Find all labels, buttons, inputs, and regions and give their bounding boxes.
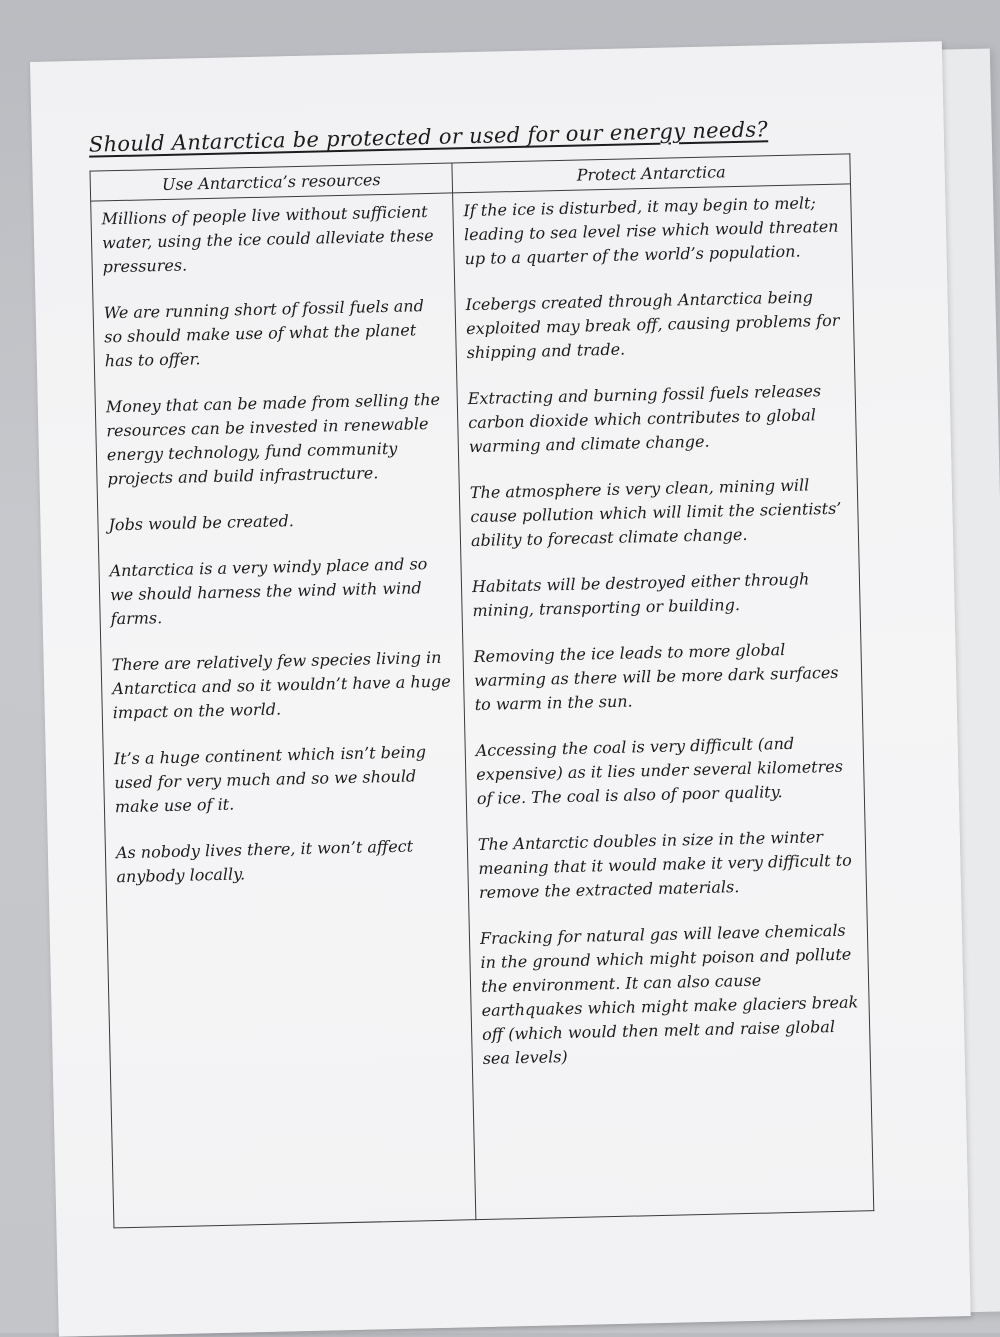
use-point: Money that can be made from selling the resources can be invested in renewable energy technology, fund community projects and build infrastructure. [105, 389, 441, 489]
paper-sheet [30, 41, 971, 1336]
protect-point: Icebergs created through Antarctica being exploited may break off, causing problems for shipping and trade. [465, 287, 840, 363]
protect-point: Accessing the coal is very difficult (and expensive) as it lies under several kilometres of ice. The coal is also of poor quality. [475, 733, 844, 809]
protect-point: Extracting and burning fossil fuels releases carbon dioxide which contributes to global warming and climate change. [467, 381, 822, 457]
comparison-table [89, 153, 874, 1228]
protect-point: Habitats will be destroyed either through mining, transporting or building. [471, 569, 810, 621]
use-point: We are running short of fossil fuels and so should make use of what the planet has to offer. [103, 296, 425, 371]
column-header-use: Use Antarctica’s resources [90, 163, 453, 201]
protect-column [453, 184, 874, 1220]
protect-point: The Antarctic doubles in size in the winter meaning that it would make it very difficult to remove the extracted materials. [477, 827, 852, 903]
use-point: As nobody lives there, it won’t affect anybody locally. [115, 836, 414, 887]
table-row [91, 184, 874, 1228]
use-column [91, 193, 476, 1228]
protect-point: The atmosphere is very clean, mining will cause pollution which will limit the scientists’ ability to forecast climate change. [469, 475, 842, 551]
protect-point: Removing the ice leads to more global warming as there will be more dark surfaces to warm in the sun. [473, 640, 839, 715]
use-point: Jobs would be created. [108, 511, 295, 535]
document-title: Should Antarctica be protected or used for our energy needs? [88, 117, 769, 157]
document-content [89, 115, 874, 1228]
protect-point: If the ice is disturbed, it may begin to melt; leading to sea level rise which would threaten up to a quarter of the world’s population. [463, 193, 839, 269]
column-header-protect: Protect Antarctica [452, 154, 851, 193]
use-point: It’s a huge continent which isn’t being used for very much and so we should make use of it. [113, 742, 427, 817]
use-point: Millions of people live without sufficient water, using the ice could alleviate these pressures. [101, 202, 434, 277]
use-point: Antarctica is a very windy place and so we should harness the wind with wind farms. [109, 554, 428, 629]
use-point: There are relatively few species living in Antarctica and so it wouldn’t have a huge impact on the world. [111, 647, 451, 723]
protect-point: Fracking for natural gas will leave chemicals in the ground which might poison and pollute the environment. It can also cause earthquakes which might make glaciers break off (which would then melt and raise global sea levels) [479, 920, 859, 1068]
